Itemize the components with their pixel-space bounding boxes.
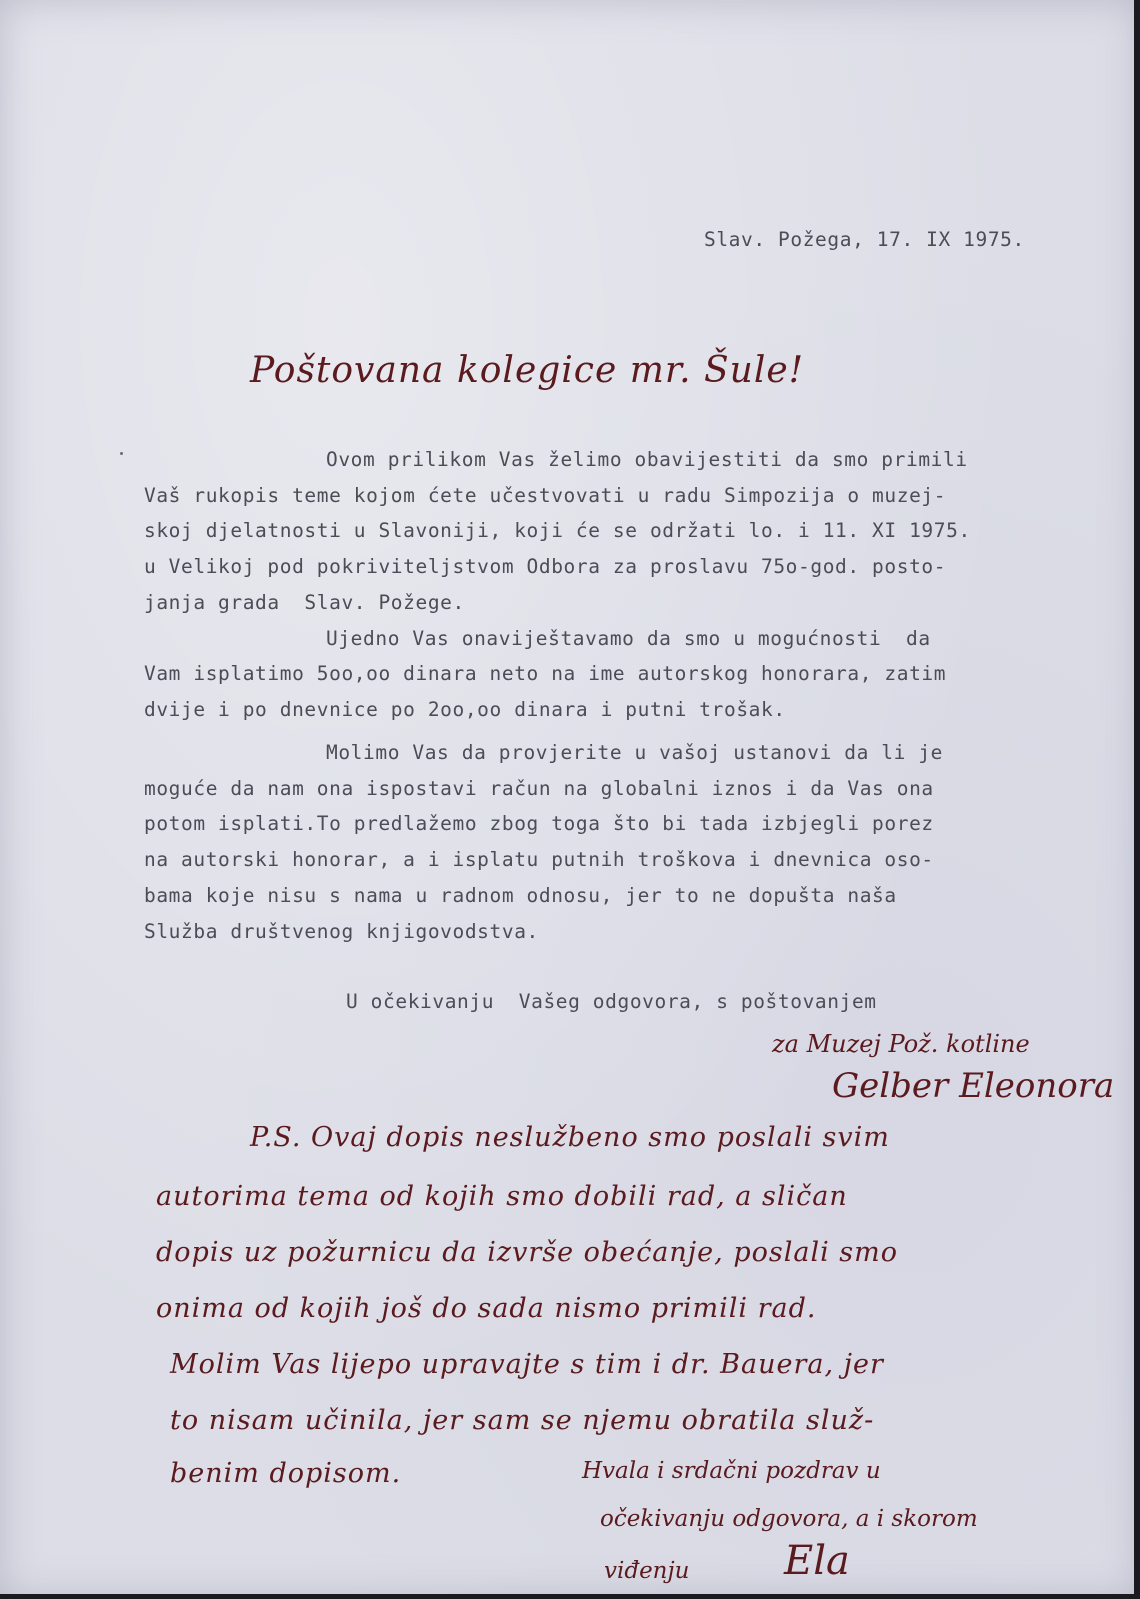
place-date: Slav. Požega, 17. IX 1975. — [704, 228, 1025, 251]
ps-closing-line: viđenju — [604, 1558, 690, 1584]
body-line: dvije i po dnevnice po 2oo,oo dinara i putni trošak. — [144, 698, 786, 721]
salutation: Poštovana kolegice mr. Šule! — [250, 350, 805, 391]
paper-speck — [120, 452, 123, 455]
signature-org: za Muzej Pož. kotline — [772, 1030, 1030, 1058]
body-line: Vam isplatimo 5oo,oo dinara neto na ime autorskog honorara, zatim — [144, 662, 947, 685]
body-line: u Velikoj pod pokriviteljstvom Odbora za proslavu 75o-god. posto- — [144, 555, 947, 578]
body-line: janja grada Slav. Požege. — [144, 591, 465, 614]
body-line: Ujedno Vas onaviještavamo da smo u mogućnosti da — [326, 627, 931, 650]
scan-edge-right — [1134, 0, 1140, 1599]
body-line: Ovom prilikom Vas želimo obavijestiti da smo primili — [326, 448, 968, 471]
ps-closing-line: očekivanju odgovora, a i skorom — [600, 1506, 978, 1532]
body-line: Molimo Vas da provjerite u vašoj ustanovi da li je — [326, 741, 943, 764]
ps-line: onima od kojih još do sada nismo primili rad. — [156, 1293, 817, 1324]
scan-edge-bottom — [0, 1594, 1140, 1599]
body-line: potom isplati.To predlažemo zbog toga što bi tada izbjegli porez — [144, 812, 934, 835]
closing-line: U očekivanju Vašeg odgovora, s poštovanjem — [346, 990, 877, 1013]
ps-line: autorima tema od kojih smo dobili rad, a sličan — [156, 1181, 848, 1212]
body-line: Služba društvenog knjigovodstva. — [144, 920, 539, 943]
body-line: Vaš rukopis teme kojom ćete učestvovati u radu Simpozija o muzej- — [144, 484, 947, 507]
signature-name: Gelber Eleonora — [832, 1066, 1115, 1106]
body-line: bama koje nisu s nama u radnom odnosu, jer to ne dopušta naša — [144, 884, 897, 907]
ps-line: dopis uz požurnicu da izvrše obećanje, poslali smo — [156, 1237, 899, 1268]
body-line: moguće da nam ona ispostavi račun na globalni iznos i da Vas ona — [144, 777, 934, 800]
ps-line: benim dopisom. — [170, 1458, 402, 1489]
body-line: na autorski honorar, a i isplatu putnih troškova i dnevnica oso- — [144, 848, 934, 871]
ps-closing-line: Hvala i srdačni pozdrav u — [582, 1458, 881, 1484]
ps-line: P.S. Ovaj dopis neslužbeno smo poslali svim — [250, 1122, 890, 1153]
ps-line: to nisam učinila, jer sam se njemu obratila služ- — [170, 1405, 875, 1436]
body-line: skoj djelatnosti u Slavoniji, koji će se održati lo. i 11. XI 1975. — [144, 519, 971, 542]
ps-initials: Ela — [784, 1538, 850, 1584]
ps-line: Molim Vas lijepo upravajte s tim i dr. Bauera, jer — [170, 1349, 884, 1380]
